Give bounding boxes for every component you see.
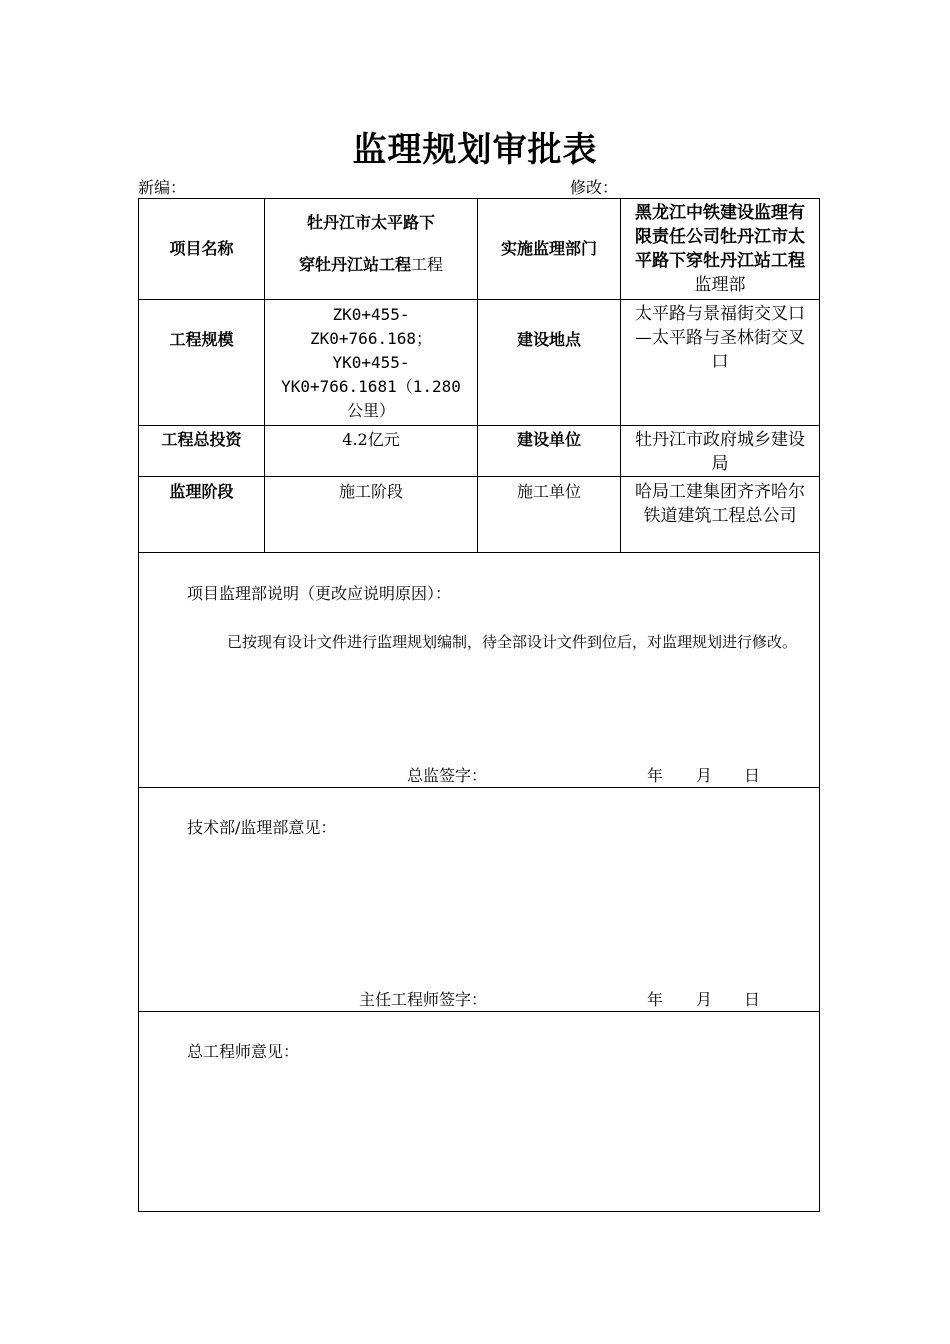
scale-line: ZK0+766.168； xyxy=(310,329,432,348)
table-row xyxy=(139,300,820,426)
chief-supervisor-signature-label: 总监签字： xyxy=(407,766,488,785)
supervision-dept-section xyxy=(139,553,820,788)
project-name-bold-line2: 穿牡丹江站工程 xyxy=(298,255,411,274)
scale-line: YK0+455- xyxy=(332,353,410,372)
project-name-suffix: 工程 xyxy=(411,255,444,274)
revision-label: 修改： xyxy=(570,178,619,197)
scale-line: 公里） xyxy=(346,401,395,420)
section1-body: 已按现有设计文件进行监理规划编制，待全部设计文件到位后，对监理规划进行修改。 xyxy=(227,633,798,651)
table-row xyxy=(139,426,820,477)
section1-heading: 项目监理部说明（更改应说明原因）： xyxy=(187,584,452,603)
location-label: 建设地点 xyxy=(478,300,621,426)
tech-dept-opinion-section xyxy=(139,788,820,1012)
approval-form-table xyxy=(138,198,820,1212)
scale-line: ZK0+455- xyxy=(332,305,410,324)
date-year-label: 年 xyxy=(647,766,664,785)
project-name-value xyxy=(265,199,478,300)
chief-engineer-opinion-section xyxy=(139,1012,820,1212)
section2-heading: 技术部/监理部意见： xyxy=(187,818,337,837)
page-title: 监理规划审批表 xyxy=(352,130,598,170)
table-row xyxy=(139,199,820,300)
scale-line: YK0+766.1681（1.280 xyxy=(281,377,461,396)
stage-label: 监理阶段 xyxy=(139,477,265,553)
table-row xyxy=(139,477,820,553)
department-bold-name: 黑龙江中铁建设监理有限责任公司牡丹江市太平路下穿牡丹江站工程 xyxy=(635,203,805,271)
project-name-line2 xyxy=(265,253,477,277)
date-month-label: 月 xyxy=(696,766,713,785)
date-year-label: 年 xyxy=(647,990,664,1009)
project-name-label: 项目名称 xyxy=(139,199,265,300)
department-label: 实施监理部门 xyxy=(478,199,621,300)
investment-value: 4.2亿元 xyxy=(265,426,478,477)
location-value: 太平路与景福街交叉口—太平路与圣林街交叉口 xyxy=(621,300,820,426)
new-edition-label: 新编： xyxy=(138,178,187,197)
table-row xyxy=(139,553,820,788)
builder-value: 牡丹江市政府城乡建设局 xyxy=(621,426,820,477)
table-row xyxy=(139,1012,820,1212)
table-row xyxy=(139,788,820,1012)
chief-engineer-signature-label: 主任工程师签字： xyxy=(359,990,488,1009)
contractor-label: 施工单位 xyxy=(478,477,621,553)
date-month-label: 月 xyxy=(696,990,713,1009)
contractor-value: 哈局工建集团齐齐哈尔铁道建筑工程总公司 xyxy=(621,477,820,553)
project-name-bold-line1: 牡丹江市太平路下 xyxy=(306,213,435,232)
scale-label: 工程规模 xyxy=(139,300,265,426)
department-suffix: 监理部 xyxy=(694,275,746,295)
department-value xyxy=(621,199,820,300)
date-day-label: 日 xyxy=(744,766,761,785)
investment-label: 工程总投资 xyxy=(139,426,265,477)
scale-value xyxy=(265,300,478,426)
date-day-label: 日 xyxy=(744,990,761,1009)
section3-heading: 总工程师意见： xyxy=(187,1042,300,1061)
builder-label: 建设单位 xyxy=(478,426,621,477)
stage-value: 施工阶段 xyxy=(265,477,478,553)
